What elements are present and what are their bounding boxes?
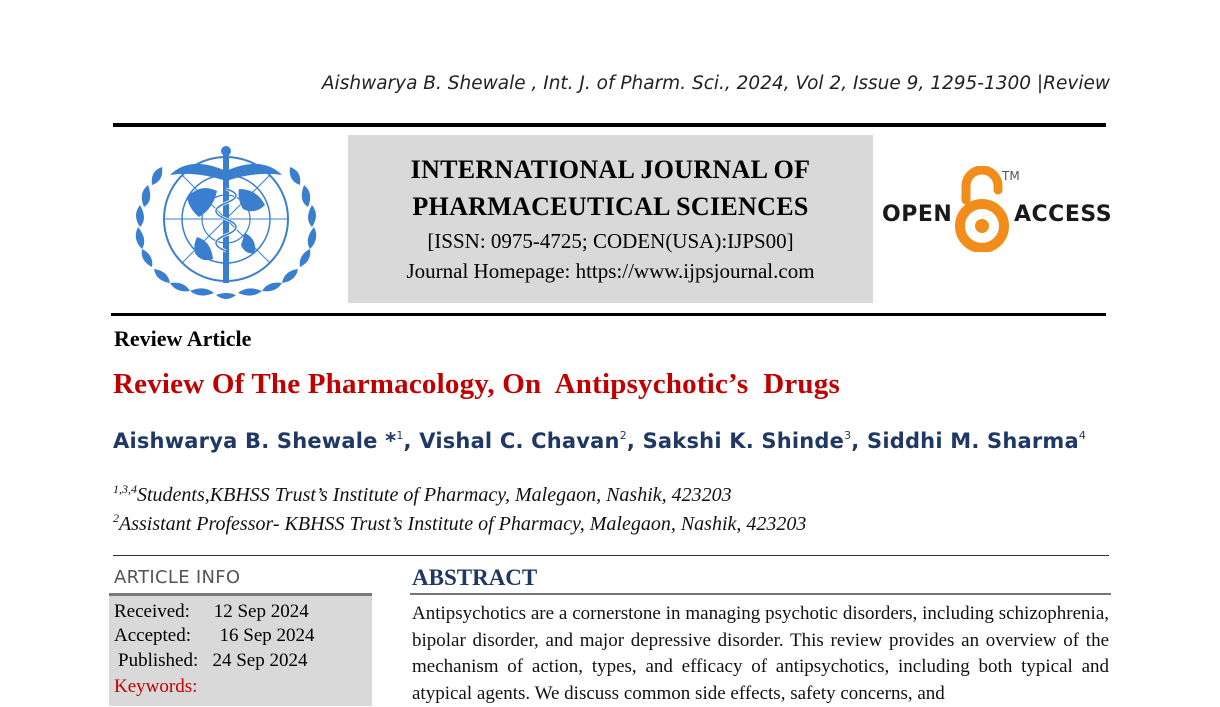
received-date: 12 Sep 2024 bbox=[213, 601, 309, 622]
abstract-rule bbox=[410, 593, 1111, 595]
section-divider bbox=[113, 555, 1109, 556]
article-title: Review Of The Pharmacology, On Antipsychotic’s Drugs bbox=[113, 368, 840, 400]
author-separator: , bbox=[851, 429, 867, 453]
published-label: Published: bbox=[118, 650, 199, 671]
accepted-row bbox=[114, 625, 315, 647]
published-row bbox=[118, 650, 307, 672]
article-info-box bbox=[109, 593, 372, 706]
abstract-text: Antipsychotics are a cornerstone in managing psychotic disorders, including schizophrenia, bipolar disorder, and major depressive disorder. This review provides an overview of the mechanism of action, types, and efficacy of antipsychotics, including both typical and atypical agents. We discuss common side effects, safety concerns, and bbox=[412, 603, 1109, 704]
journal-homepage-link[interactable]: Journal Homepage: https://www.ijpsjournal.com bbox=[406, 259, 815, 283]
open-access-logo bbox=[880, 166, 1113, 256]
article-type: Review Article bbox=[114, 326, 252, 351]
received-row bbox=[114, 601, 309, 623]
affiliation bbox=[113, 511, 806, 536]
author-name: Sakshi K. Shinde bbox=[642, 429, 845, 453]
received-label: Received: bbox=[114, 601, 190, 622]
author-separator: , bbox=[403, 429, 420, 453]
author-affiliation-mark: 3 bbox=[844, 429, 852, 442]
author-affiliation-mark: 1 bbox=[396, 429, 404, 442]
header-rule-top bbox=[113, 123, 1106, 127]
journal-title-line-1: INTERNATIONAL JOURNAL OF bbox=[410, 155, 811, 184]
accepted-label: Accepted: bbox=[114, 625, 192, 646]
journal-issn: [ISSN: 0975-4725; CODEN(USA):IJPS00] bbox=[427, 229, 794, 253]
author-list bbox=[113, 429, 1086, 453]
affiliation-text: Assistant Professor- KBHSS Trust’s Institute of Pharmacy, Malegaon, Nashik, 423203 bbox=[119, 513, 807, 535]
author-name: Siddhi M. Sharma bbox=[867, 429, 1079, 453]
accepted-date: 16 Sep 2024 bbox=[219, 625, 315, 646]
running-head: Aishwarya B. Shewale , Int. J. of Pharm. Sci., 2024, Vol 2, Issue 9, 1295-1300 |Review bbox=[321, 73, 1110, 94]
un-style-emblem-icon bbox=[127, 137, 325, 307]
affiliation-mark: 2 bbox=[113, 511, 119, 525]
affiliation bbox=[113, 482, 732, 507]
author-separator: , bbox=[626, 429, 643, 453]
affiliation-text: Students,KBHSS Trust’s Institute of Pharmacy, Malegaon, Nashik, 423203 bbox=[137, 484, 732, 506]
author-name: Vishal C. Chavan bbox=[419, 429, 620, 453]
article-info-heading: ARTICLE INFO bbox=[114, 567, 241, 588]
author-affiliation-mark: 2 bbox=[619, 429, 627, 442]
header-rule-bottom bbox=[111, 313, 1106, 316]
open-access-open-text: OPEN bbox=[882, 202, 953, 227]
journal-title-line-2: PHARMACEUTICAL SCIENCES bbox=[412, 192, 809, 221]
author-affiliation-mark: 4 bbox=[1078, 429, 1087, 442]
open-access-access-text: ACCESS bbox=[1014, 202, 1113, 227]
abstract-heading: ABSTRACT bbox=[412, 565, 538, 590]
author-name: Aishwarya B. Shewale * bbox=[113, 429, 397, 453]
journal-banner bbox=[348, 135, 873, 303]
journal-title bbox=[348, 151, 873, 225]
published-date: 24 Sep 2024 bbox=[212, 650, 308, 671]
keywords-label: Keywords: bbox=[114, 676, 198, 697]
trademark-mark: TM bbox=[1002, 169, 1020, 183]
affiliation-mark: 1,3,4 bbox=[113, 482, 137, 496]
